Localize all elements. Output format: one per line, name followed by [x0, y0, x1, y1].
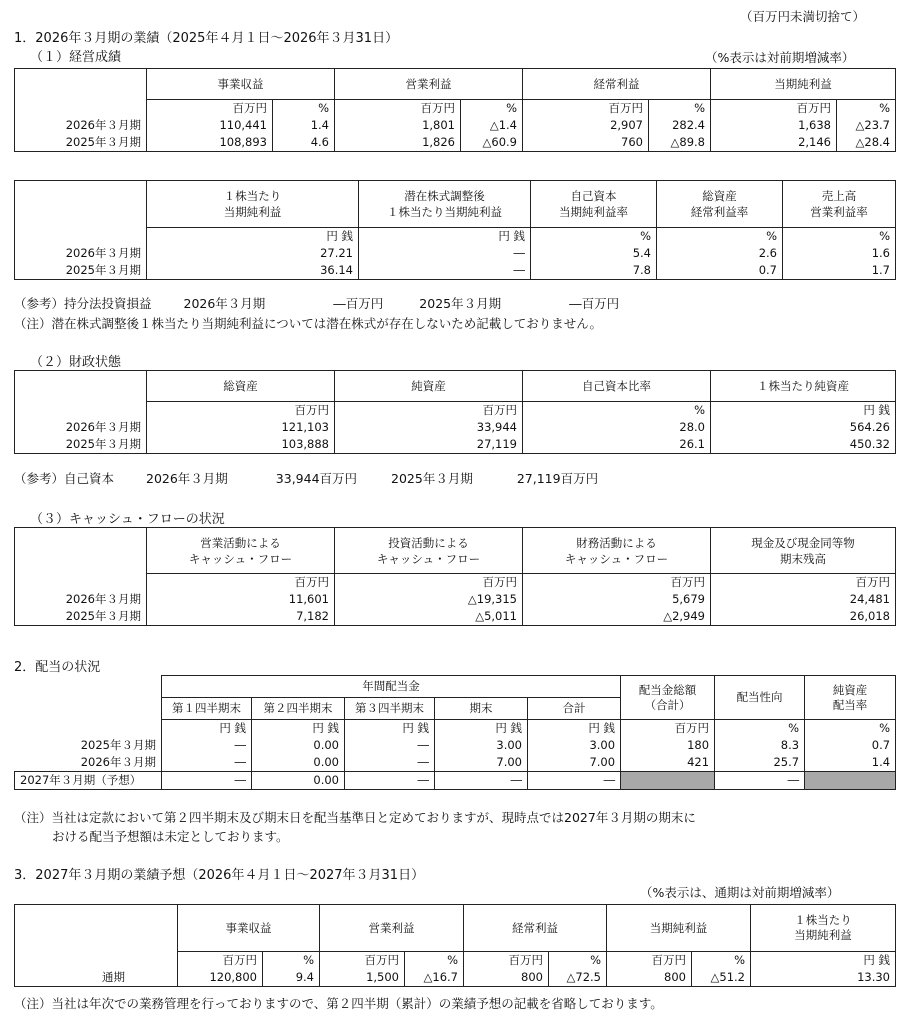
cell: 1,801	[335, 117, 461, 134]
cell: 3.00	[528, 737, 621, 754]
cell: 120,800	[178, 969, 263, 987]
cell: ―	[162, 754, 252, 772]
header-cash-balance: 現金及び現金同等物 期末残高	[711, 528, 896, 574]
table-row	[15, 772, 896, 790]
header-q3-end: 第３四半期末	[345, 698, 435, 720]
row-label: 2025年３月期	[15, 436, 147, 454]
unit-cell: 円 銭	[252, 720, 345, 738]
unit-cell: 円 銭	[751, 952, 896, 970]
header-q2-end: 第２四半期末	[252, 698, 345, 720]
financial-position-table	[14, 370, 896, 454]
forecast-table	[14, 904, 896, 987]
unit-cell: %	[837, 100, 896, 118]
cell: 564.26	[711, 419, 896, 436]
cell: 0.7	[657, 262, 783, 280]
row-label: 2025年３月期	[15, 608, 147, 626]
cell: 27,119	[335, 436, 523, 454]
cell: 421	[621, 754, 715, 772]
unit-cell: %	[549, 952, 607, 970]
cell: 2,907	[523, 117, 649, 134]
header-net-income: 当期純利益	[711, 69, 896, 100]
header-forecast-revenue: 事業収益	[178, 905, 320, 952]
unit-cell: 百万円	[621, 720, 715, 738]
cell: 2,146	[711, 134, 837, 152]
reference-equity-method: （参考）持分法投資損益 2026年３月期 ―百万円 2025年３月期 ―百万円	[14, 296, 620, 311]
unit-cell: 円 銭	[147, 228, 359, 246]
unit-cell: %	[263, 952, 320, 970]
unit-cell: %	[523, 402, 711, 420]
table-row	[15, 969, 896, 987]
header-dividend-to-net-assets: 純資産 配当率	[805, 676, 896, 720]
unit-cell: 百万円	[335, 100, 461, 118]
unit-cell: %	[715, 720, 805, 738]
cell: 108,893	[147, 134, 273, 152]
cell: 24,481	[711, 591, 896, 608]
cell: 760	[523, 134, 649, 152]
unit-cell: 百万円	[178, 952, 263, 970]
row-label-header	[15, 69, 147, 100]
row-label: 通期	[15, 969, 178, 987]
cell: 110,441	[147, 117, 273, 134]
unit-cell: 百万円	[523, 574, 711, 592]
reference-equity: （参考）自己資本 2026年３月期 33,944百万円 2025年３月期 27,119百万円	[14, 471, 599, 486]
row-label: 2026年３月期	[15, 591, 147, 608]
cell: △23.7	[837, 117, 896, 134]
unit-cell: 百万円	[607, 952, 692, 970]
table-row	[15, 436, 896, 454]
header-equity-ratio: 自己資本比率	[523, 371, 711, 402]
header-q1-end: 第１四半期末	[162, 698, 252, 720]
unit-cell: 百万円	[147, 402, 335, 420]
cell: 13.30	[751, 969, 896, 987]
header-roe: 自己資本 当期純利益率	[531, 181, 657, 228]
cell: ―	[345, 754, 435, 772]
cell: △1.4	[461, 117, 523, 134]
cell: ―	[162, 772, 252, 790]
cell: 282.4	[649, 117, 711, 134]
row-label: 2025年３月期	[15, 737, 162, 754]
unit-cell: 百万円	[523, 100, 649, 118]
unit-cell: 百万円	[464, 952, 549, 970]
table-row	[15, 591, 896, 608]
row-label: 2026年３月期	[15, 117, 147, 134]
unit-cell: 百万円	[147, 574, 335, 592]
cell: 1,826	[335, 134, 461, 152]
operating-results-table	[14, 68, 896, 152]
header-net-assets: 純資産	[335, 371, 523, 402]
unit-cell: 百万円	[320, 952, 405, 970]
header-operating-cf: 営業活動による キャッシュ・フロー	[147, 528, 335, 574]
cell: 0.00	[252, 772, 345, 790]
section3-title: 3．2027年３月期の業績予想（2026年４月１日～2027年３月31日）	[14, 868, 425, 883]
cell: ―	[359, 245, 531, 262]
cell: △5,011	[335, 608, 523, 626]
row-label: 2026年３月期	[15, 754, 162, 772]
unit-cell: %	[405, 952, 464, 970]
cell: 7.00	[435, 754, 528, 772]
cell: 3.00	[435, 737, 528, 754]
subsection-financial-position: （２）財政状態	[30, 355, 122, 370]
cell: 7.8	[531, 262, 657, 280]
cell: △19,315	[335, 591, 523, 608]
cell: 800	[607, 969, 692, 987]
header-diluted-eps: 潜在株式調整後 １株当たり当期純利益	[359, 181, 531, 228]
table-row	[15, 754, 896, 772]
unit-cell: 円 銭	[162, 720, 252, 738]
dividend-note-line2: おける配当予想額は未定としております。	[52, 829, 289, 844]
header-total: 合計	[528, 698, 621, 720]
header-annual-dividend: 年間配当金	[162, 676, 621, 698]
cell: 0.00	[252, 754, 345, 772]
unit-cell: %	[461, 100, 523, 118]
cell: 8.3	[715, 737, 805, 754]
header-total-dividend: 配当金総額 （合計）	[621, 676, 715, 720]
unit-cell: %	[657, 228, 783, 246]
cell: 7,182	[147, 608, 335, 626]
header-bps: １株当たり純資産	[711, 371, 896, 402]
row-label: 2025年３月期	[15, 134, 147, 152]
shaded-cell	[621, 772, 715, 790]
unit-cell: %	[649, 100, 711, 118]
unit-cell: 円 銭	[435, 720, 528, 738]
table-row	[15, 737, 896, 754]
unit-note: （百万円未満切捨て）	[740, 9, 866, 24]
dividend-note-line1: （注）当社は定款において第２四半期末及び期末日を配当基準日と定めておりますが、現時点では2027年３月期の期末に	[14, 810, 696, 825]
table-row	[15, 117, 896, 134]
header-payout-ratio: 配当性向	[715, 676, 805, 720]
cell: 5,679	[523, 591, 711, 608]
cell: 2.6	[657, 245, 783, 262]
unit-cell: 円 銭	[359, 228, 531, 246]
cash-flow-table	[14, 527, 896, 626]
cell: ―	[345, 737, 435, 754]
cell: ―	[435, 772, 528, 790]
cell: 28.0	[523, 419, 711, 436]
cell: 0.00	[252, 737, 345, 754]
header-revenue: 事業収益	[147, 69, 335, 100]
table-row	[15, 134, 896, 152]
cell: ―	[715, 772, 805, 790]
unit-cell: 円 銭	[711, 402, 896, 420]
header-forecast-ordinary-income: 経常利益	[464, 905, 607, 952]
cell: 180	[621, 737, 715, 754]
unit-cell: %	[531, 228, 657, 246]
cell: 1.6	[783, 245, 896, 262]
unit-cell: %	[783, 228, 896, 246]
cell: 450.32	[711, 436, 896, 454]
forecast-note: （注）当社は年次での業務管理を行っておりますので、第２四半期（累計）の業績予想の記載を省略しております。	[14, 996, 663, 1011]
header-financing-cf: 財務活動による キャッシュ・フロー	[523, 528, 711, 574]
cell: ―	[345, 772, 435, 790]
cell: 11,601	[147, 591, 335, 608]
cell: ―	[162, 737, 252, 754]
unit-cell: 百万円	[335, 574, 523, 592]
subsection-cash-flows: （３）キャッシュ・フローの状況	[30, 512, 225, 527]
table-row	[15, 245, 896, 262]
cell: 5.4	[531, 245, 657, 262]
header-eps: １株当たり 当期純利益	[147, 181, 359, 228]
unit-cell: 円 銭	[528, 720, 621, 738]
forecast-percent-note: （%表示は、通期は対前期増減率）	[640, 885, 840, 900]
cell: ―	[359, 262, 531, 280]
cell: 121,103	[147, 419, 335, 436]
cell: 800	[464, 969, 549, 987]
cell: 26.1	[523, 436, 711, 454]
cell: 1.4	[805, 754, 896, 772]
cell: △60.9	[461, 134, 523, 152]
cell: △51.2	[692, 969, 751, 987]
unit-cell: 百万円	[147, 100, 273, 118]
table-row	[15, 262, 896, 280]
section2-title: 2．配当の状況	[14, 660, 101, 675]
header-forecast-eps: １株当たり 当期純利益	[751, 905, 896, 952]
dividend-table	[14, 675, 896, 790]
cell: 1,500	[320, 969, 405, 987]
unit-cell: 円 銭	[345, 720, 435, 738]
header-forecast-net-income: 当期純利益	[607, 905, 751, 952]
cell: 0.7	[805, 737, 896, 754]
subsection-operating-results: （１）経営成績	[30, 50, 122, 65]
header-roa: 総資産 経常利益率	[657, 181, 783, 228]
unit-cell: 百万円	[711, 100, 837, 118]
cell: △89.8	[649, 134, 711, 152]
row-label: 2026年３月期	[15, 245, 147, 262]
cell: 25.7	[715, 754, 805, 772]
section1-title: 1．2026年３月期の業績（2025年４月１日～2026年３月31日）	[14, 31, 399, 46]
row-label: 2025年３月期	[15, 262, 147, 280]
unit-cell: 百万円	[335, 402, 523, 420]
row-label: 2027年３月期（予想）	[15, 772, 162, 790]
header-operating-income: 営業利益	[335, 69, 523, 100]
header-total-assets: 総資産	[147, 371, 335, 402]
cell: 1.4	[273, 117, 335, 134]
cell: 1,638	[711, 117, 837, 134]
unit-cell: %	[273, 100, 335, 118]
cell: 1.7	[783, 262, 896, 280]
header-forecast-operating-income: 営業利益	[320, 905, 464, 952]
cell: 33,944	[335, 419, 523, 436]
cell: 4.6	[273, 134, 335, 152]
cell: 103,888	[147, 436, 335, 454]
percent-note: （%表示は対前期増減率）	[705, 50, 855, 65]
profitability-table	[14, 180, 896, 280]
cell: △28.4	[837, 134, 896, 152]
unit-cell: 百万円	[711, 574, 896, 592]
cell: 26,018	[711, 608, 896, 626]
unit-cell: %	[805, 720, 896, 738]
cell: ―	[528, 772, 621, 790]
cell: 27.21	[147, 245, 359, 262]
row-label: 2026年３月期	[15, 419, 147, 436]
header-ordinary-income: 経常利益	[523, 69, 711, 100]
header-operating-margin: 売上高 営業利益率	[783, 181, 896, 228]
table-row	[15, 419, 896, 436]
cell: 7.00	[528, 754, 621, 772]
header-year-end: 期末	[435, 698, 528, 720]
cell: △16.7	[405, 969, 464, 987]
table-row	[15, 608, 896, 626]
cell: 9.4	[263, 969, 320, 987]
note-diluted-eps: （注）潜在株式調整後１株当たり当期純利益については潜在株式が存在しないため記載しておりません。	[14, 316, 603, 331]
cell: △72.5	[549, 969, 607, 987]
cell: △2,949	[523, 608, 711, 626]
header-investing-cf: 投資活動による キャッシュ・フロー	[335, 528, 523, 574]
unit-cell: %	[692, 952, 751, 970]
shaded-cell	[805, 772, 896, 790]
cell: 36.14	[147, 262, 359, 280]
